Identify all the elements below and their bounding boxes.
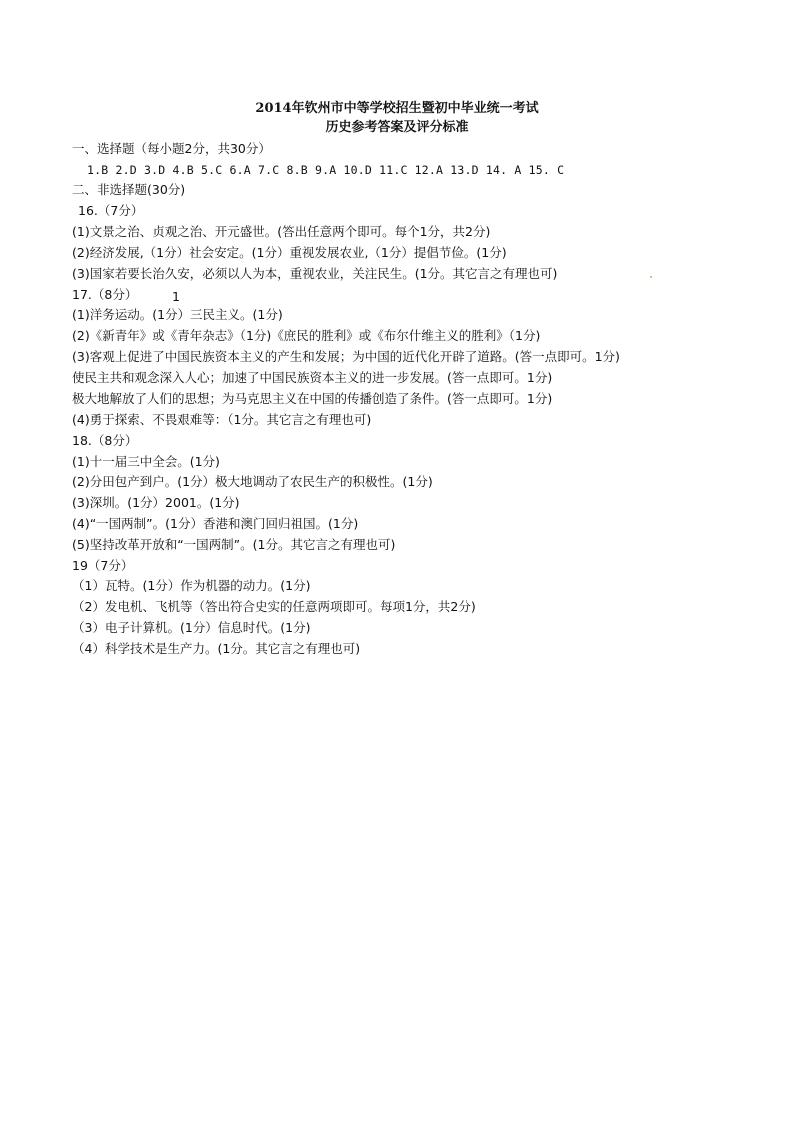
q16-answer-1: (1)文景之治、贞观之治、开元盛世。(答出任意两个即可。每个1分，共2分): [72, 224, 491, 239]
q17-answer-3: (3)客观上促进了中国民族资本主义的产生和发展；为中国的近代化开辟了道路。(答一点即可。1分): [72, 349, 620, 364]
q16-heading: 16.（7分）: [78, 203, 144, 218]
q17-stray-mark: 1: [172, 289, 180, 304]
q18-answer-3: (3)深圳。(1分）2001。(1分): [72, 495, 240, 510]
q17-answer-3-cont-1: 使民主共和观念深入人心；加速了中国民族资本主义的进一步发展。(答一点即可。1分): [72, 370, 553, 385]
q17-answer-4: (4)勇于探索、不畏艰难等：（1分。其它言之有理也可): [72, 412, 372, 427]
q19-answer-4: （4）科学技术是生产力。(1分。其它言之有理也可): [72, 641, 361, 656]
q18-heading: 18.（8分）: [72, 433, 138, 448]
q17-answer-1: (1)洋务运动。(1分）三民主义。(1分): [72, 307, 283, 322]
multiple-choice-answers: 1.B 2.D 3.D 4.B 5.C 6.A 7.C 8.B 9.A 10.D 11.C 12.A 13.D 14. A 15. C: [87, 163, 565, 177]
q17-answer-3-cont-2: 极大地解放了人们的思想；为马克思主义在中国的传播创造了条件。(答一点即可。1分): [72, 391, 553, 406]
q19-answer-3: （3）电子计算机。(1分）信息时代。(1分): [72, 620, 311, 635]
q17-heading: 17.（8分）: [72, 287, 138, 302]
q19-answer-1: （1）瓦特。(1分）作为机器的动力。(1分): [72, 578, 311, 593]
section2-heading: 二、非选择题(30分): [72, 182, 186, 197]
q18-answer-4: (4)“一国两制”。(1分）香港和澳门回归祖国。(1分): [72, 516, 359, 531]
q19-answer-2: （2）发电机、飞机等（答出符合史实的任意两项即可。每项1分，共2分): [72, 599, 476, 614]
document-title: 2014年钦州市中等学校招生暨初中毕业统一考试: [255, 101, 539, 116]
q16-answer-3: (3)国家若要长治久安，必须以人为本，重视农业，关注民生。(1分。其它言之有理也可): [72, 266, 558, 281]
q18-answer-2: (2)分田包产到户。(1分）极大地调动了农民生产的积极性。(1分): [72, 474, 433, 489]
q18-answer-1: (1)十一届三中全会。(1分): [72, 454, 220, 469]
q16-answer-2: (2)经济发展,（1分）社会安定。(1分）重视发展农业,（1分）提倡节俭。(1分): [72, 245, 507, 260]
stray-dot: [650, 276, 652, 278]
q19-heading: 19（7分）: [72, 558, 134, 573]
section1-heading: 一、选择题（每小题2分，共30分）: [72, 141, 271, 156]
document-subtitle: 历史参考答案及评分标准: [325, 120, 469, 135]
q18-answer-5: (5)坚持改革开放和“一国两制”。(1分。其它言之有理也可): [72, 537, 396, 552]
q17-answer-2: (2)《新青年》或《青年杂志》（1分)《庶民的胜利》或《布尔什维主义的胜利》（1分): [72, 328, 541, 343]
